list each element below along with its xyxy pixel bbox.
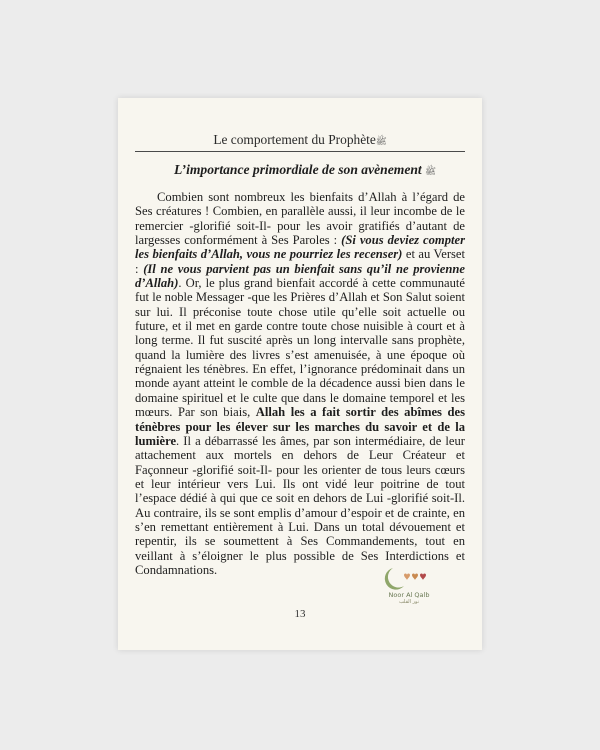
body-paragraph bbox=[135, 190, 465, 577]
body-text-4: . Il a débarrassé les âmes, par son intermédiaire, de leur attachement aux mortels en dehors de Leur Créateur et Façonneur -glorifié soit-Il- pour les orienter de tous leurs cœurs et leur intérieur vers Lui. Ils ont vidé leur poitrine de tout l’espace dédié à qui que ce soit en dehors de Lui -glorifié soit-Il. Au contraire, ils se sont emplis d’amour d’espoir et de crainte, en s’en remettant entièrement à Lui. Dans un total dévouement et repentir, ils se soumettent à Ses Commandements, tout en veillant à s’éloigner le plus possible de Ses Interdictions et Condamnations. bbox=[135, 433, 465, 577]
honorific-icon: ﷺ bbox=[375, 136, 387, 146]
logo-name: Noor Al Qalb bbox=[388, 591, 430, 599]
quran-quote-2: (Il ne vous parvient pas un bienfait sans qu’il ne provienne d’Allah) bbox=[135, 261, 465, 291]
body-text-1: Combien sont nombreux les bienfaits d’Allah à l’égard de Ses créatures ! Combien, en parallèle aussi, il leur incombe de le remercier -glorifié soit-Il- pour les avoir gratifiés d’autant de largesses conformément à Ses Paroles : bbox=[135, 190, 465, 248]
body-text-2: et au Verset : bbox=[135, 247, 466, 276]
running-title: Le comportement du Prophète bbox=[213, 132, 376, 147]
bold-emphasis: Allah les a fait sortir des abîmes des ténèbres pour les élever sur les marches du savoir et de la lumière bbox=[135, 405, 465, 448]
publisher-logo bbox=[374, 566, 444, 608]
book-page bbox=[118, 98, 482, 650]
running-header bbox=[118, 132, 482, 149]
crescent-hearts-icon bbox=[384, 566, 434, 592]
quran-quote-1: (Si vous deviez compter les bienfaits d’Allah, vous ne pourriez les recenser) bbox=[135, 233, 465, 262]
header-divider bbox=[135, 151, 465, 152]
body-text-3: . Or, le plus grand bienfait accordé à cette communauté fut le noble Messager -que les Prières d’Allah et Son Salut soient sur lui. Il préconise toute chose utile qu’elle soit actuelle ou future, et il met en garde contre toute chose nuisible à court et à long terme. Il fut suscité après un long intervalle sans prophète, quand la lumière des livres s’est amenuisée, à une époque où régnaient les ténèbres. En effet, l’ignorance prédominait dans un monde ayant atteint le comble de la décadence aussi bien dans le domaine spirituel et le culte que dans le domaine temporel et les mœurs. Par son biais, bbox=[135, 276, 465, 420]
logo-subtitle: نور القلب bbox=[399, 599, 419, 605]
section-title bbox=[174, 162, 436, 179]
page-number: 13 bbox=[294, 608, 306, 620]
section-title-text: L’importance primordiale de son avènement bbox=[174, 162, 422, 177]
honorific-icon: ﷺ bbox=[425, 166, 436, 176]
